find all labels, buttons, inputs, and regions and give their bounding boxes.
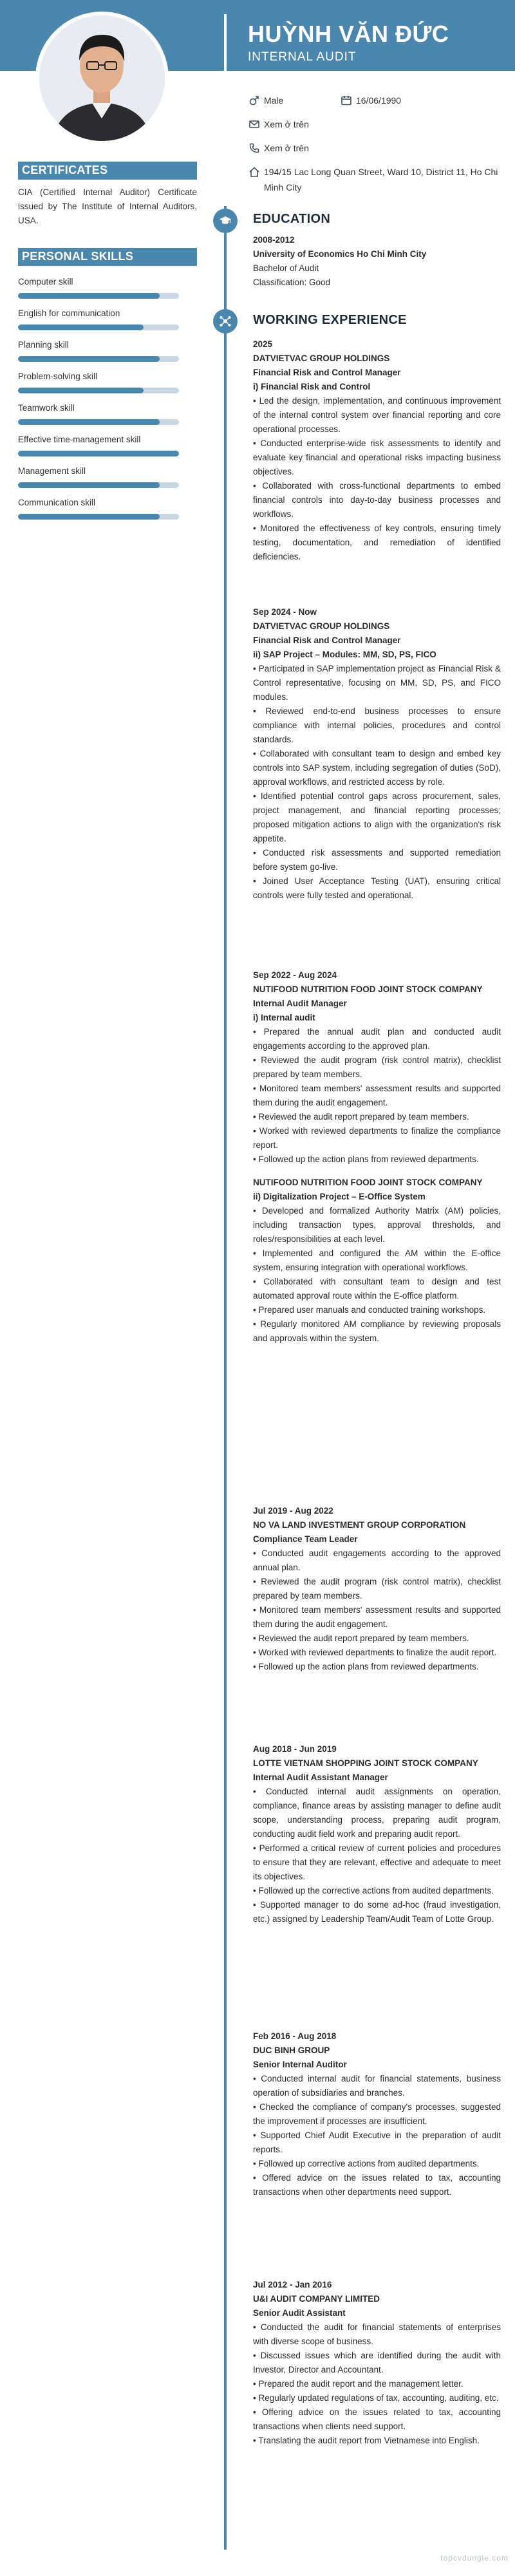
experience-company: DUC BINH GROUP [253,2045,330,2055]
education-title: EDUCATION [253,212,331,226]
address-value: 194/15 Lac Long Quan Street, Ward 10, District 11, Ho Chi Minh City [264,167,498,193]
certificates-section [18,162,197,228]
contact-birthdate [356,93,485,108]
skill-label: Effective time-management skill [18,435,141,444]
experience-bullet: • Identified potential control gaps across procurement, sales, project management, and financial reporting processes; proposed mitigation actions to align with the organization's risk appetite. [253,791,501,843]
experience-position: Internal Audit Manager [253,999,347,1008]
certificates-title: CERTIFICATES [18,162,197,180]
experience-entry [253,968,501,1346]
experience-entry [253,337,501,564]
candidate-role: INTERNAL AUDIT [248,50,357,64]
skill-bar-fill [18,356,160,362]
skill-label: Management skill [18,466,86,476]
experience-bullet: • Reviewed the audit report prepared by team members. [253,1633,469,1643]
experience-project: i) Internal audit [253,1013,315,1022]
experience-company: NUTIFOOD NUTRITION FOOD JOINT STOCK COMPANY [253,1178,483,1187]
experience-period: Sep 2024 - Now [253,607,317,617]
experience-position: Internal Audit Assistant Manager [253,1772,388,1782]
education-section [253,212,501,290]
experience-position: Financial Risk and Control Manager [253,635,401,645]
avatar [39,15,165,141]
phone-icon [248,142,260,154]
experience-position: Compliance Team Leader [253,1534,358,1544]
experience-bullet: • Prepared user manuals and conducted training workshops. [253,1305,486,1315]
skill-bar-track [18,324,179,330]
skills-section [18,248,197,266]
avatar-frame [35,12,169,145]
spacer [253,1167,501,1176]
skill-bar-track [18,482,179,488]
experience-bullet: • Reviewed the audit report prepared by team members. [253,1112,469,1122]
experience-bullet: • Conducted internal audit assignments on operation, compliance, finance areas by assisting manager to define audit scope, understanding process, preparing audit program, conducting audit field work and preparing audit report. [253,1787,501,1839]
experience-bullet: • Led the design, implementation, and continuous improvement of the internal control system over financial reporting and core operational processes. [253,396,501,434]
skill-label: Computer skill [18,277,73,287]
experience-company: U&I AUDIT COMPANY LIMITED [253,2294,380,2304]
skill-label: Planning skill [18,340,69,350]
experience-bullet: • Prepared the annual audit plan and conducted audit engagements according to the approved plan. [253,1027,501,1051]
experience-bullet: • Participated in SAP implementation project as Financial Risk & Control representative, focusing on MM, SD, PS, and FICO modules. [253,664,501,702]
home-icon [248,166,260,178]
skill-item [18,403,197,425]
calendar-icon [341,95,352,106]
skill-bar-track [18,293,179,299]
skill-label: Problem-solving skill [18,371,98,381]
certificate-text: CIA (Certified Internal Auditor) Certificate issued by The Institute of Internal Auditors, USA. [18,187,197,225]
experience-position: Financial Risk and Control Manager [253,368,401,377]
experience-bullet: • Conducted risk assessments and supported remediation before system go-live. [253,848,501,872]
skill-bar-track [18,451,179,456]
experience-bullet: • Followed up the action plans from reviewed departments. [253,1154,479,1164]
skill-bar-fill [18,324,144,330]
experience-project: i) Financial Risk and Control [253,382,371,391]
education-period: 2008-2012 [253,235,295,245]
experience-period: Sep 2022 - Aug 2024 [253,970,337,980]
experience-company: NO VA LAND INVESTMENT GROUP CORPORATION [253,1520,466,1530]
experience-company: DATVIETVAC GROUP HOLDINGS [253,621,390,631]
skill-item [18,277,197,299]
experience-title: WORKING EXPERIENCE [253,313,407,327]
skill-label: English for communication [18,308,120,318]
experience-bullet: • Regularly monitored AM compliance by reviewing proposals and approvals within the system. [253,1319,501,1343]
gender-icon [248,95,260,106]
experience-header [253,313,501,328]
experience-bullet: • Joined User Acceptance Testing (UAT), ensuring critical controls were fully tested and operational. [253,876,501,900]
experience-bullet: • Collaborated with consultant team to design and test automated approval route within the E-office platform. [253,1277,501,1301]
contact-email [264,117,502,132]
experience-bullet: • Collaborated with consultant team to design and embed key controls into SAP system, including segregation of duties (SoD), approval workflows, and restricted access by role. [253,749,501,787]
experience-project: ii) Digitalization Project – E-Office System [253,1192,426,1201]
experience-bullet: • Worked with reviewed departments to finalize the audit report. [253,1648,497,1657]
watermark: topcvdungle.com [440,2553,509,2562]
experience-bullet: • Translating the audit report from Vietnamese into English. [253,2436,480,2445]
experience-entry [253,1742,501,1926]
experience-bullet: • Collaborated with cross-functional departments to embed financial controls into day-to-day business processes and workflows. [253,481,501,519]
gender-value: Male [264,95,284,106]
skill-bar-track [18,419,179,425]
experience-entry [253,2029,501,2199]
education-school: University of Economics Ho Chi Minh City [253,249,427,259]
experience-company: DATVIETVAC GROUP HOLDINGS [253,353,390,363]
experience-entry [253,2278,501,2448]
experience-bullet: • Followed up corrective actions from audited departments. [253,2159,480,2168]
skill-bar-fill [18,482,160,488]
skills-title: PERSONAL SKILLS [18,248,197,266]
skill-bar-fill [18,388,144,393]
skill-bar-track [18,356,179,362]
skill-item [18,498,197,520]
experience-bullet: • Offering advice on the issues related to tax, accounting transactions when clients need support. [253,2407,501,2431]
experience-bullet: • Followed up the corrective actions from audited departments. [253,1886,494,1895]
experience-bullet: • Reviewed end-to-end business processes to ensure compliance with internal policies, procedures and control standards. [253,706,501,744]
email-value[interactable]: Xem ở trên [264,119,309,129]
email-icon [248,118,260,130]
experience-bullet: • Reviewed the audit program (risk control matrix), checklist prepared by team members. [253,1055,501,1079]
candidate-name: HUỲNH VĂN ĐỨC [248,21,449,47]
skill-bar-track [18,388,179,393]
experience-period: Aug 2018 - Jun 2019 [253,1744,337,1754]
experience-company: NUTIFOOD NUTRITION FOOD JOINT STOCK COMPANY [253,984,483,994]
experience-bullet: • Discussed issues which are identified during the audit with Investor, Director and Accountant. [253,2351,501,2374]
experience-bullet: • Regularly updated regulations of tax, accounting, auditing, etc. [253,2393,499,2403]
experience-bullet: • Monitored team members' assessment results and supported them during the audit engagement. [253,1605,501,1629]
experience-bullet: • Conducted enterprise-wide risk assessments to identify and evaluate key financial and operational risks impacting business objectives. [253,438,501,476]
skill-bar-fill [18,293,160,299]
experience-period: 2025 [253,339,273,349]
skill-item [18,371,197,393]
education-node [213,209,238,233]
graduation-cap-icon [219,214,232,227]
experience-project: ii) SAP Project – Modules: MM, SD, PS, FICO [253,650,436,659]
phone-value[interactable]: Xem ở trên [264,143,309,153]
experience-bullet: • Reviewed the audit program (risk control matrix), checklist prepared by team members. [253,1577,501,1601]
experience-bullet: • Worked with reviewed departments to finalize the compliance report. [253,1126,501,1150]
skill-item [18,466,197,488]
network-icon [219,315,232,328]
experience-position: Senior Internal Auditor [253,2060,347,2069]
experience-bullet: • Monitored the effectiveness of key controls, ensuring timely testing, documentation, and remediation of identified deficiencies. [253,523,501,561]
contact-gender [264,93,341,108]
experience-entry [253,1504,501,1674]
experience-company: LOTTE VIETNAM SHOPPING JOINT STOCK COMPANY [253,1758,478,1768]
experience-bullet: • Conducted audit engagements according to the approved annual plan. [253,1548,501,1572]
experience-bullet: • Developed and formalized Authority Matrix (AM) policies, including transaction types, approval thresholds, and roles/responsibilities at each level. [253,1206,501,1244]
skill-bar-fill [18,451,179,456]
experience-bullet: • Supported manager to do some ad-hoc (fraud investigation, etc.) assigned by Leadership Team/Audit Team of Lotte Group. [253,1900,501,1924]
skill-item [18,435,197,456]
experience-bullet: • Performed a critical review of current policies and procedures to ensure that they are relevant, effective and adequate to meet its objectives. [253,1843,501,1881]
skill-item [18,308,197,330]
contact-address [264,164,502,195]
experience-bullet: • Followed up the action plans from reviewed departments. [253,1662,479,1671]
header-divider [224,14,227,77]
education-degree: Bachelor of Audit [253,263,319,273]
skill-label: Communication skill [18,498,96,507]
birthdate-value: 16/06/1990 [356,95,402,106]
skill-item [18,340,197,362]
experience-node [213,309,238,334]
experience-entry [253,605,501,903]
experience-position: Senior Audit Assistant [253,2308,346,2318]
experience-period: Feb 2016 - Aug 2018 [253,2031,337,2041]
experience-bullet: • Conducted the audit for financial statements of enterprises with diverse scope of business. [253,2322,501,2346]
education-classification: Classification: Good [253,277,331,287]
skill-bar-fill [18,514,160,520]
skill-bar-track [18,514,179,520]
experience-bullet: • Monitored team members' assessment results and supported them during the audit engagement. [253,1084,501,1107]
experience-bullet: • Offered advice on the issues related to tax, accounting transactions when other departments need support. [253,2173,501,2197]
experience-bullet: • Checked the compliance of company's processes, suggested the improvement if processes are insufficient. [253,2102,501,2126]
experience-bullet: • Conducted internal audit for financial statements, business operation of subsidiaries and branches. [253,2074,501,2098]
experience-bullet: • Implemented and configured the AM within the E-office system, ensuring integration with operational workflows. [253,1248,501,1272]
timeline-line [224,206,227,2550]
contact-phone [264,140,502,156]
skill-label: Teamwork skill [18,403,75,413]
experience-period: Jul 2019 - Aug 2022 [253,1506,333,1516]
experience-bullet: • Prepared the audit report and the management letter. [253,2379,464,2389]
experience-bullet: • Supported Chief Audit Executive in the preparation of audit reports. [253,2130,501,2154]
skill-bar-fill [18,419,160,425]
experience-period: Jul 2012 - Jan 2016 [253,2280,332,2289]
